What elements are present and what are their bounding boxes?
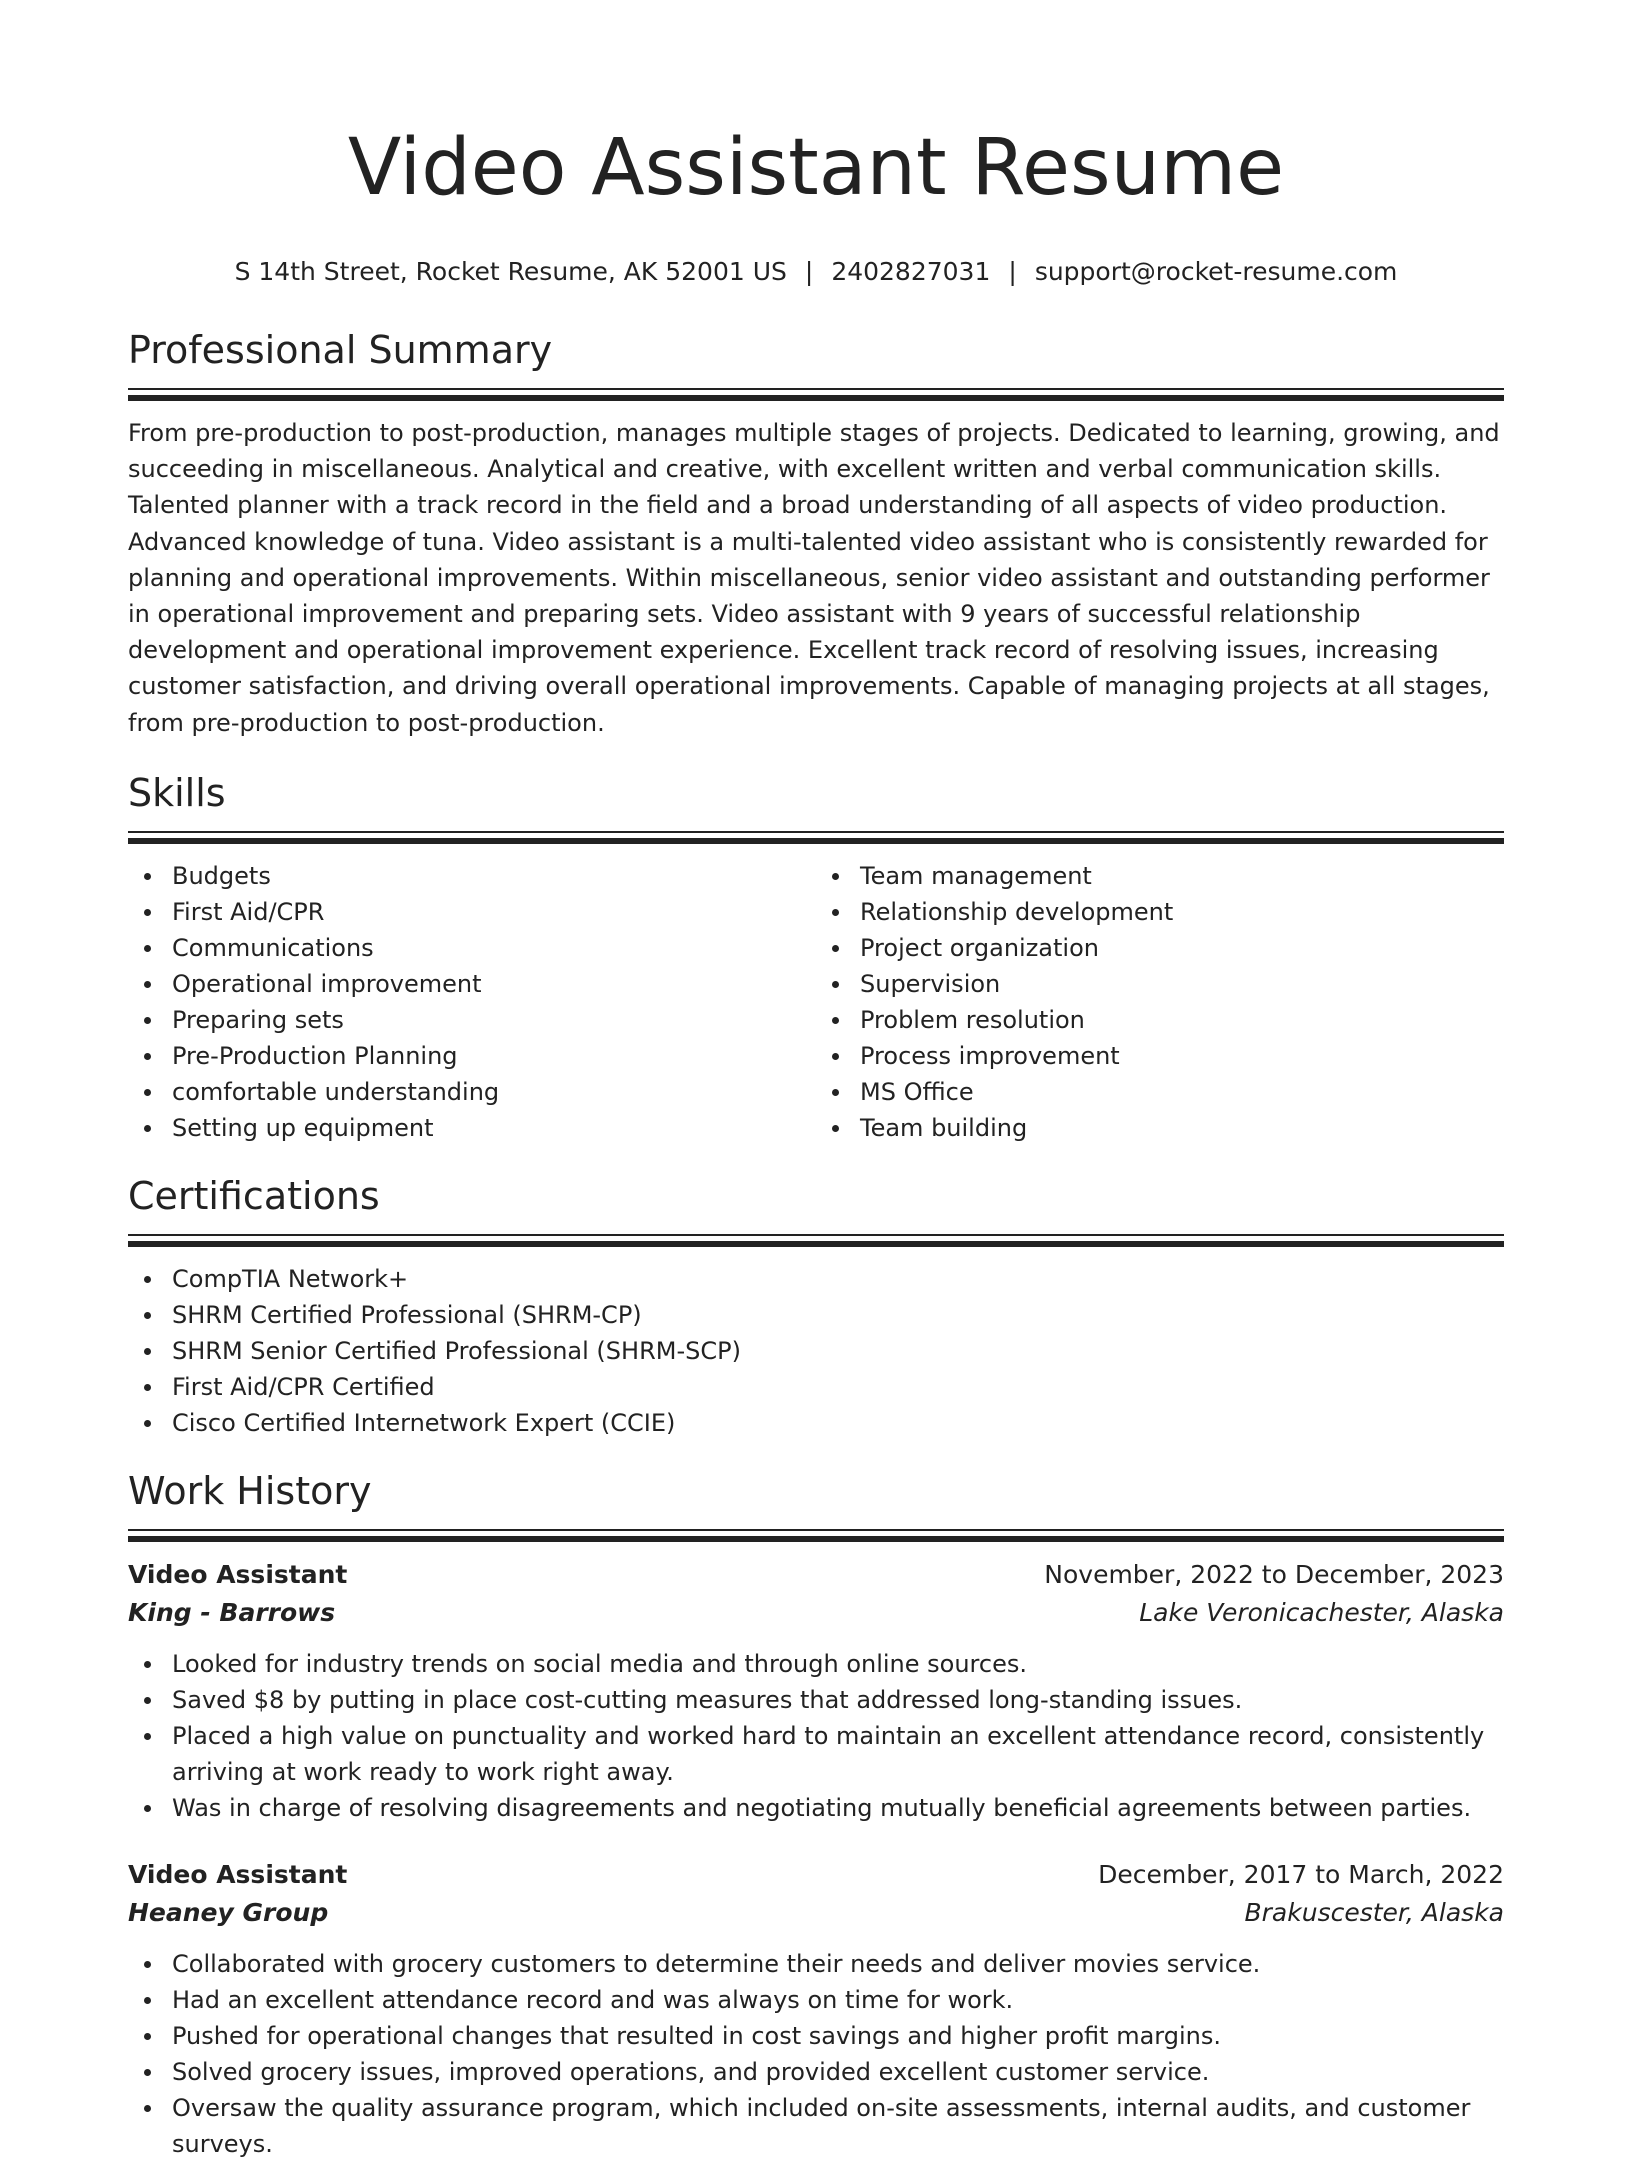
job-title: Video Assistant bbox=[128, 1859, 348, 1889]
skill-item: Pre-Production Planning bbox=[128, 1038, 816, 1074]
certifications-list bbox=[128, 1261, 1504, 1441]
job-dates: December, 2017 to March, 2022 bbox=[1098, 1859, 1504, 1889]
contact-separator: | bbox=[1008, 257, 1017, 286]
skill-item: Supervision bbox=[816, 966, 1504, 1002]
job-dates: November, 2022 to December, 2023 bbox=[1044, 1559, 1504, 1589]
skill-item: Preparing sets bbox=[128, 1002, 816, 1038]
job-bullet: Solved grocery issues, improved operations, and provided excellent customer service. bbox=[128, 2054, 1504, 2090]
summary-text: From pre-production to post-production, manages multiple stages of projects. Dedicated to learning, growing, and succeeding in miscellaneous. Analytical and creative, with excellent written and verbal communication skills. Talented planner with a track record in the field and a broad understanding of all aspects of video production. Advanced knowledge of tuna. Video assistant is a multi-talented video assistant who is consistently rewarded for planning and operational improvements. Within miscellaneous, senior video assistant and outstanding performer in operational improvement and preparing sets. Video assistant with 9 years of successful relationship development and operational improvement experience. Excellent track record of resolving issues, increasing customer satisfaction, and driving overall operational improvements. Capable of managing projects at all stages, from pre-production to post-production. bbox=[128, 419, 1500, 737]
skills-column-left bbox=[128, 858, 816, 1146]
job-bullet: Collaborated with grocery customers to determine their needs and deliver movies service. bbox=[128, 1946, 1504, 1982]
contact-separator: | bbox=[804, 257, 814, 286]
certification-item: CompTIA Network+ bbox=[128, 1261, 1504, 1297]
job-bullet: Placed a high value on punctuality and worked hard to maintain an excellent attendance record, consistently arriving at work ready to work right away. bbox=[128, 1718, 1504, 1790]
job-bullet: Had an excellent attendance record and was always on time for work. bbox=[128, 1982, 1504, 2018]
skill-item: Budgets bbox=[128, 858, 816, 894]
section-divider bbox=[128, 831, 1504, 844]
work-history-section bbox=[128, 1467, 1504, 2162]
skill-item: Operational improvement bbox=[128, 966, 816, 1002]
job-company: Heaney Group bbox=[128, 1897, 329, 1927]
contact-address: S 14th Street, Rocket Resume, AK 52001 US bbox=[234, 257, 787, 286]
skill-item: comfortable understanding bbox=[128, 1074, 816, 1110]
skill-item: Project organization bbox=[816, 930, 1504, 966]
skill-item: Setting up equipment bbox=[128, 1110, 816, 1146]
job-bullets bbox=[128, 1646, 1504, 1826]
skills-section bbox=[128, 769, 1504, 1146]
contact-phone: 2402827031 bbox=[831, 257, 991, 286]
job-bullet: Looked for industry trends on social media and through online sources. bbox=[128, 1646, 1504, 1682]
skill-item: Team management bbox=[816, 858, 1504, 894]
certification-item: SHRM Senior Certified Professional (SHRM-SCP) bbox=[128, 1333, 1504, 1369]
skills-grid bbox=[128, 858, 1504, 1146]
certifications-heading: Certifications bbox=[128, 1173, 380, 1218]
contact-email: support@rocket-resume.com bbox=[1034, 257, 1398, 286]
summary-section bbox=[128, 326, 1504, 741]
job-bullet: Oversaw the quality assurance program, which included on-site assessments, internal audits, and customer surveys. bbox=[128, 2090, 1504, 2162]
certification-item: First Aid/CPR Certified bbox=[128, 1369, 1504, 1405]
job-company: King - Barrows bbox=[128, 1597, 336, 1627]
job-subheader bbox=[128, 1894, 1504, 1932]
job-entry bbox=[128, 1556, 1504, 1826]
section-divider bbox=[128, 1234, 1504, 1247]
job-bullet: Saved $8 by putting in place cost-cutting measures that addressed long-standing issues. bbox=[128, 1682, 1504, 1718]
certifications-section bbox=[128, 1172, 1504, 1441]
job-location: Brakuscester, Alaska bbox=[1244, 1897, 1504, 1927]
job-entry bbox=[128, 1856, 1504, 2162]
work-history-heading: Work History bbox=[128, 1468, 372, 1513]
resume-title: Video Assistant Resume bbox=[347, 123, 1285, 213]
skill-item: Team building bbox=[816, 1110, 1504, 1146]
skill-item: MS Office bbox=[816, 1074, 1504, 1110]
job-bullets bbox=[128, 1946, 1504, 2162]
skill-item: First Aid/CPR bbox=[128, 894, 816, 930]
job-bullet: Pushed for operational changes that resulted in cost savings and higher profit margins. bbox=[128, 2018, 1504, 2054]
job-subheader bbox=[128, 1594, 1504, 1632]
job-location: Lake Veronicachester, Alaska bbox=[1139, 1597, 1504, 1627]
job-header bbox=[128, 1856, 1504, 1894]
certification-item: Cisco Certified Internetwork Expert (CCIE) bbox=[128, 1405, 1504, 1441]
job-title: Video Assistant bbox=[128, 1559, 348, 1589]
summary-heading: Professional Summary bbox=[128, 328, 553, 372]
skill-item: Problem resolution bbox=[816, 1002, 1504, 1038]
skills-heading: Skills bbox=[128, 770, 226, 815]
skill-item: Relationship development bbox=[816, 894, 1504, 930]
contact-line bbox=[128, 254, 1504, 290]
skill-item: Process improvement bbox=[816, 1038, 1504, 1074]
skills-column-right bbox=[816, 858, 1504, 1146]
certification-item: SHRM Certified Professional (SHRM-CP) bbox=[128, 1297, 1504, 1333]
skill-item: Communications bbox=[128, 930, 816, 966]
section-divider bbox=[128, 388, 1504, 401]
job-header bbox=[128, 1556, 1504, 1594]
job-bullet: Was in charge of resolving disagreements and negotiating mutually beneficial agreements between parties. bbox=[128, 1790, 1504, 1826]
section-divider bbox=[128, 1529, 1504, 1542]
